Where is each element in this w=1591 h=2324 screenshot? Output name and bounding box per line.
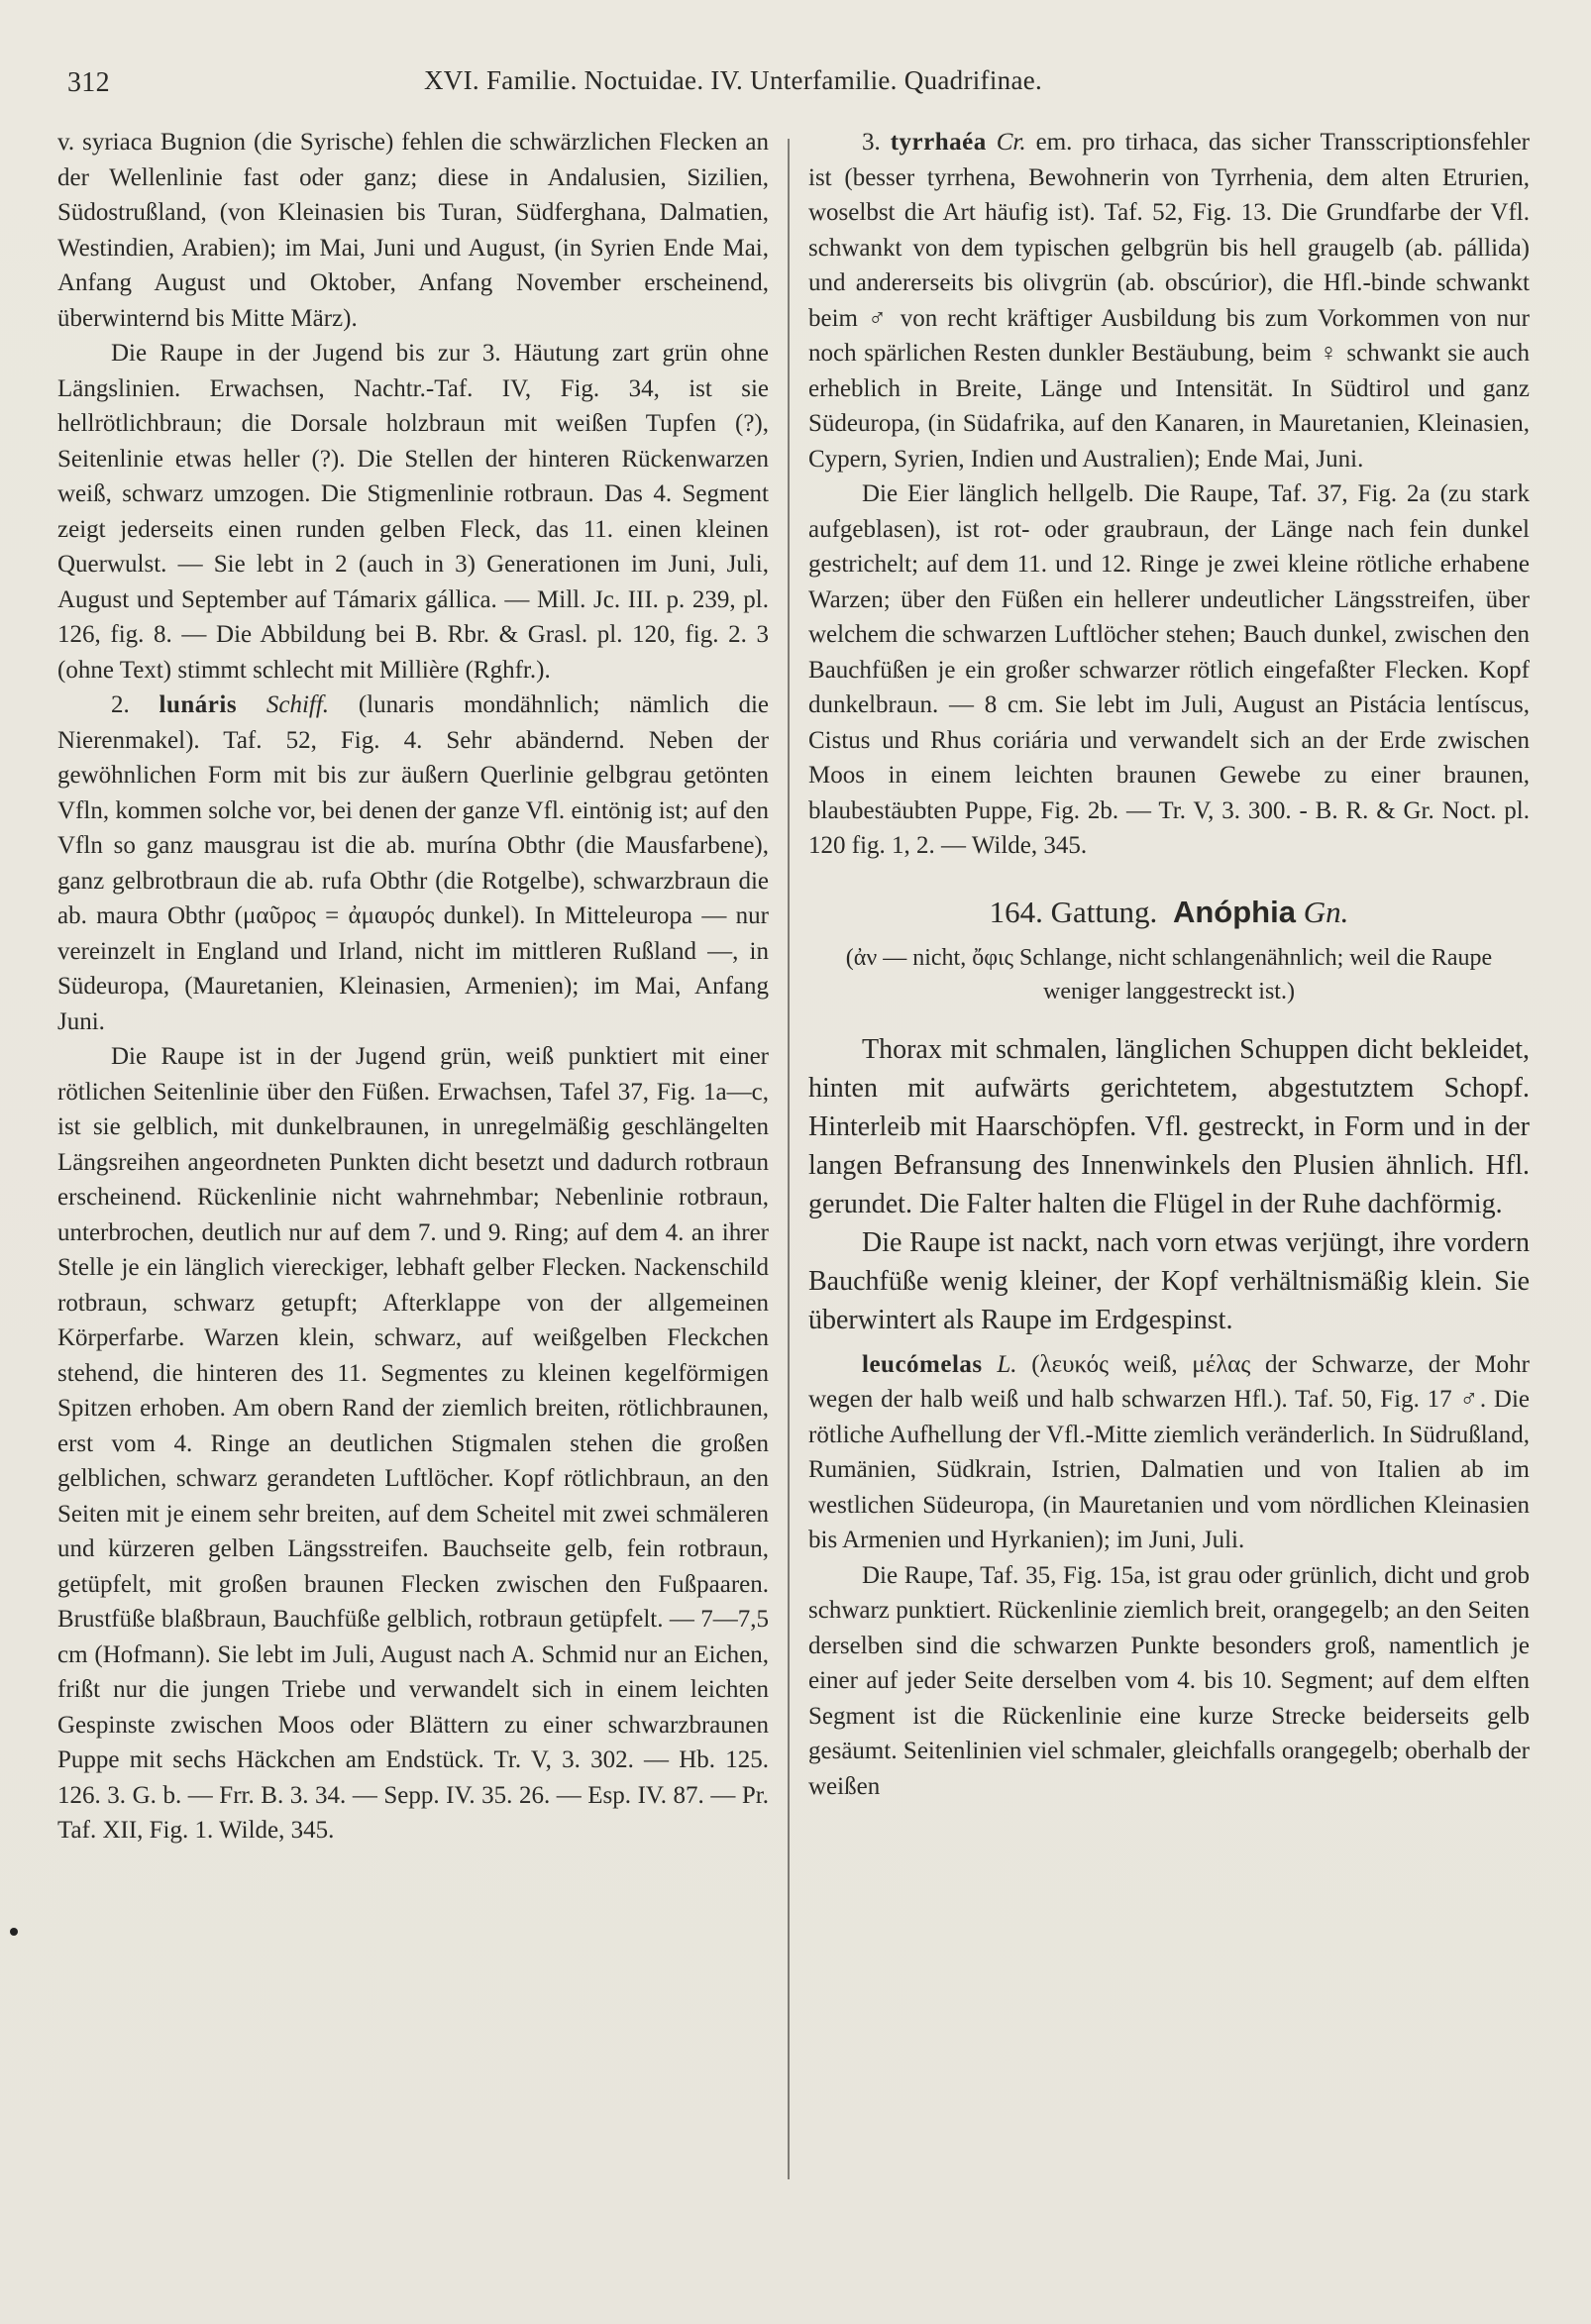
species-number-tyrrhaea: 3. [862, 129, 881, 156]
margin-mark [10, 1928, 18, 1936]
lunaris-description [57, 687, 769, 1039]
right-column [808, 125, 1530, 1804]
species-author-tyrrhaea: Cr. [996, 129, 1026, 156]
genus-prefix: 164. Gattung. [989, 894, 1158, 929]
left-column [57, 125, 769, 1849]
genus-larva-description: Die Raupe ist nackt, nach vorn etwas verjüngt, ihre vordern Bauchfüße wenig kleiner, der Kopf verhältnismäßig klein. Sie überwintert als Raupe im Erdgespinst. [808, 1226, 1530, 1335]
species-text-leucomelas: (λευκός weiß, μέλας der Schwarze, der Mohr wegen der halb weiß und halb schwarzen Hfl.). Taf. 50, Fig. 17 ♂. Die rötliche Aufhellung der Vfl.-Mitte ziemlich veränderlich. In Südrußland, Rumänien, Südkrain, Istrien, Dalmatien und von Italien ab im westlichen Südeuropa, (in Mauretanien und vom nördlichen Kleinasien bis Armenien und Hyrkanien); im Juni, Juli. [808, 1350, 1530, 1553]
column-divider [788, 139, 790, 2179]
genus-name: Anóphia [1172, 894, 1296, 929]
tyrrhaea-egg-larva-description: Die Eier länglich hellgelb. Die Raupe, Taf. 37, Fig. 2a (zu stark aufgeblasen), ist rot- oder graubraun, der Länge nach fein dunkel gestrichelt; auf dem 11. und 12. Ringe je zwei kleine rötliche erhabene Warzen; über den Füßen ein hellerer undeutlicher Längsstreifen, über welchem die schwarzen Luftlöcher stehen; Bauch dunkel, zwischen den Bauchfüßen je ein großer schwarzer rötlich eingefaßter Flecken. Kopf dunkelbraun. — 8 cm. Sie lebt im Juli, August an Pistácia lentíscus, Cistus und Rhus coriária und verwandelt sich an der Erde zwischen Moos in einem leichten braunen Gewebe zu einer braunen, blaubestäubten Puppe, Fig. 2b. — Tr. V, 3. 300. - B. R. & Gr. Noct. pl. 120 fig. 1, 2. — Wilde, 345. [808, 480, 1530, 859]
lunaris-larva-description: Die Raupe ist in der Jugend grün, weiß punktiert mit einer rötlichen Seitenlinie über den Füßen. Erwachsen, Tafel 37, Fig. 1a—c, ist sie gelblich, mit dunkelbraunen, in unregelmäßig geschlängelten Längsreihen angeordneten Punkten dicht besetzt und dadurch rotbraun erscheinend. Rückenlinie nicht wahrnehmbar; Nebenlinie rotbraun, unterbrochen, deutlich nur auf dem 7. und 9. Ring; auf dem 4. an ihrer Stelle je ein länglich viereckiger, lebhaft gelber Flecken. Nackenschild rotbraun, schwarz getupft; Afterklappe von der allgemeinen Körperfarbe. Warzen klein, schwarz, auf weißgelben Fleckchen stehend, die hinteren des 11. Segmentes zu kleinen kegelförmigen Spitzen erhoben. Am obern Rand der ziemlich breiten, rötlichbraunen, erst vom 4. Ringe an deutlichen Stigmalen stehen die großen gelblichen, schwarz gerandeten Luftlöcher. Kopf rötlichbraun, an den Seiten mit je einem sehr breiten, auf dem Scheitel mit zwei schmäleren und kürzeren gelben Längsstreifen. Bauchseite gelb, fein rotbraun, getüpfelt, mit großen braunen Flecken zwischen den Fußpaaren. Brustfüße blaßbraun, Bauchfüße gelblich, rotbraun getüpfelt. — 7—7,5 cm (Hofmann). Sie lebt im Juli, August nach A. Schmid nur an Eichen, frißt nur die jungen Triebe und verwandelt sich in einem leichten Gespinste zwischen Moos oder Blättern zu einer schwarzbraunen Puppe mit sechs Häckchen am Endstück. Tr. V, 3. 302. — Hb. 125. 126. 3. G. b. — Frr. B. 3. 34. — Sepp. IV. 35. 26. — Esp. IV. 87. — Pr. Taf. XII, Fig. 1. Wilde, 345. [57, 1043, 769, 1844]
leucomelas-description [808, 1347, 1530, 1558]
genus-description: Thorax mit schmalen, länglichen Schuppen dicht bekleidet, hinten mit aufwärts gerichtetem, abgestutztem Schopf. Hinterleib mit Haarschöpfen. Vfl. gestreckt, in Form und in der langen Befransung des Innenwinkels den Plusien ähnlich. Hfl. gerundet. Die Falter halten die Flügel in der Ruhe dachförmig. [808, 1033, 1530, 1219]
genus-etymology: (ἀν — nicht, ὄφις Schlange, nicht schlangenähnlich; weil die Raupe weniger langgestreckt ist.) [845, 944, 1493, 1004]
running-head: XVI. Familie. Noctuidae. IV. Unterfamilie. Quadrifinae. [424, 65, 1043, 95]
paragraph-gap [808, 1339, 1530, 1347]
syriaca-description: v. syriaca Bugnion (die Syrische) fehlen die schwärzlichen Flecken an der Wellenlinie fast oder ganz; diese in Andalusien, Sizilien, Südostrußland, (von Kleinasien bis Turan, Südferghana, Dalmatien, Westindien, Arabien); im Mai, Juni und August, (in Syrien Ende Mai, Anfang August und Oktober, Anfang November erscheinend, überwinternd bis Mitte März). [57, 129, 769, 332]
species-author-lunaris: Schiff. [265, 691, 330, 718]
genus-heading [808, 890, 1530, 935]
species-name-leucomelas: leucómelas [862, 1350, 983, 1378]
syriaca-larva-description: Die Raupe in der Jugend bis zur 3. Häutung zart grün ohne Längslinien. Erwachsen, Nachtr.-Taf. IV, Fig. 34, ist sie hellrötlichbraun; die Dorsale holzbraun mit weißen Tupfen (?), Seitenlinie etwas heller (?). Die Stellen der hinteren Rückenwarzen weiß, schwarz umzogen. Die Stigmenlinie rotbraun. Das 4. Segment zeigt jederseits einen runden gelben Fleck, das 11. einen kleinen Querwulst. — Sie lebt in 2 (auch in 3) Generationen im Juni, Juli, August und September auf Támarix gállica. — Mill. Jc. III. p. 239, pl. 126, fig. 8. — Die Abbildung bei B. Rbr. & Grasl. pl. 120, fig. 2. 3 (ohne Text) stimmt schlecht mit Millière (Rghfr.). [57, 340, 769, 684]
genus-author: Gn. [1303, 894, 1349, 929]
page-header [59, 61, 1532, 101]
species-number: 2. [111, 691, 130, 718]
page-number: 312 [67, 67, 110, 98]
species-name-lunaris: lunáris [159, 691, 238, 718]
species-text-lunaris: (lunaris mondähnlich; nämlich die Nierenmakel). Taf. 52, Fig. 4. Sehr abändernd. Neben der gewöhnlichen Form mit bis zur äußern Querlinie gelbgrau getönten Vfln, kommen solche vor, bei denen der ganze Vfl. eintönig ist; auf den Vfln so ganz mausgrau ist die ab. murína Obthr (die Mausfarbene), ganz gelbrotbraun die ab. rufa Obthr (die Rotgelbe), schwarzbraun die ab. maura Obthr (μαῦρος = ἀμαυρός dunkel). In Mitteleuropa — nur vereinzelt in England und Irland, nicht im mittleren Rußland —, in Südeuropa, (Mauretanien, Kleinasien, Armenien); im Mai, Anfang Juni. [57, 691, 770, 1035]
species-text-tyrrhaea: em. pro tirhaca, das sicher Transscriptionsfehler ist (besser tyrrhena, Bewohnerin von Tyrrhenia, dem alten Etrurien, woselbst die Art häufig ist). Taf. 52, Fig. 13. Die Grundfarbe der Vfl. schwankt von dem typischen gelbgrün bis hell graugelb (ab. pállida) und andererseits bis olivgrün (ab. obscúrior), die Hfl.-binde schwankt beim ♂ von recht kräftiger Ausbildung bis zum Vorkommen von nur noch spärlichen Resten dunkler Bestäubung, beim ♀ schwankt sie auch erheblich in Breite, Länge und Intensität. In Südtirol und ganz Südeuropa, (in Südafrika, auf den Kanaren, in Mauretanien, Kleinasien, Cypern, Syrien, Indien und Australien); Ende Mai, Juni. [808, 129, 1531, 473]
species-author-leucomelas: L. [997, 1350, 1017, 1378]
tyrrhaea-description [808, 125, 1530, 476]
leucomelas-larva-description: Die Raupe, Taf. 35, Fig. 15a, ist grau oder grünlich, dicht und grob schwarz punktiert. Rückenlinie ziemlich breit, orangegelb; an den Seiten derselben sind die schwarzen Punkte besonders groß, namentlich je einer auf jeder Seite derselben vom 4. bis 10. Segment; auf dem elften Segment ist die Rückenlinie eine kurze Strecke beiderseits gelb gesäumt. Seitenlinien viel schmaler, gleichfalls orangegelb; oberhalb der weißen [808, 1561, 1530, 1800]
species-name-tyrrhaea: tyrrhaéa [890, 129, 987, 156]
